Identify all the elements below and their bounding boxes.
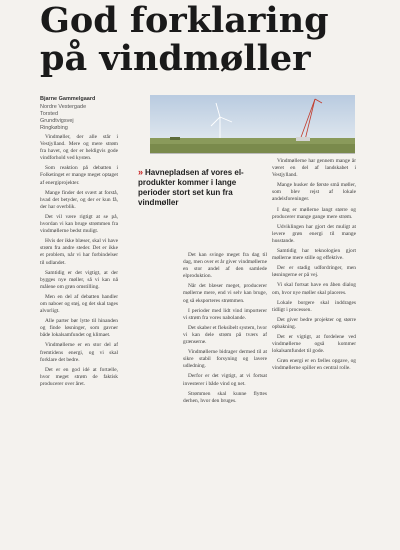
paragraph: Når det blæser meget, producerer møllerne mere, end vi selv kan bruge, og så eksporteres strømmen.: [183, 283, 267, 304]
double-chevron-icon: »: [138, 167, 144, 177]
paragraph: I perioder med lidt vind importerer vi strøm fra vores nabolande.: [183, 307, 267, 321]
pull-quote: [138, 167, 268, 208]
headline-line-1: God forklaring: [40, 0, 329, 41]
paragraph: Som reaktion på debatten i Folketinget er mange meget optaget af energiprojekter.: [40, 165, 118, 186]
paragraph: Det er vigtigt, at fordelene ved vindmøllerne også kommer lokalsamfundet til gode.: [272, 333, 356, 355]
wind-turbine-photo: [150, 95, 355, 154]
paragraph: Vi skal fortsat have en åben dialog om, hvor nye møller skal placeres.: [272, 282, 356, 296]
paragraph: Vindmøllerne er en stor del af fremtidens energi, og vi skal forklare det bedre.: [40, 342, 118, 363]
paragraph: Samtidig er det vigtigt, at der bygges nye møller, så vi kan nå målene om grøn omstilling.: [40, 269, 118, 290]
paragraph: Vindmøller, der alle står i Vestjylland. Mere og mere strøm fra havet, og der er heldigvis gode vindforhold ved kysten.: [40, 134, 118, 162]
byline: [40, 96, 120, 132]
byline-meta-line: Nordre Vestergade: [40, 104, 87, 110]
paragraph: Det vil være rigtigt at se på, hvordan vi kan bruge strømmen fra vindmøllerne bedst muligt.: [40, 213, 118, 235]
paragraph: Udviklingen har gjort det muligt at levere grøn energi til mange husstande.: [272, 223, 356, 244]
article-column-3: [272, 158, 356, 544]
paragraph: Mange finder det svært at forstå, hvad det betyder, og der er kun få, der har overblik.: [40, 189, 118, 210]
paragraph: Det giver bedre projekter og større opbakning.: [272, 316, 356, 330]
paragraph: Lokale borgere skal inddrages tidligt i processen.: [272, 299, 356, 313]
paragraph: Vindmøllerne bidrager dermed til at sikre stabil forsyning og lavere udledning.: [183, 349, 267, 370]
paragraph: Derfor er det vigtigt, at vi fortsat investerer i både vind og net.: [183, 373, 267, 387]
paragraph: Samtidig har teknologien gjort møllerne mere stille og effektive.: [272, 248, 356, 262]
byline-meta-line: Ringkøbing: [40, 125, 68, 131]
paragraph: Der er stadig udfordringer, men løsningerne er på vej.: [272, 265, 356, 279]
headline-line-2: på vindmøller: [40, 38, 311, 79]
paragraph: Grøn energi er en fælles opgave, og vindmøllerne spiller en central rolle.: [272, 358, 356, 372]
paragraph: Strømmen skal kunne flyttes derhen, hvor den bruges.: [183, 390, 267, 404]
turbine-illustration: [150, 95, 355, 153]
paragraph: Hvis der ikke blæser, skal vi have strøm fra andre steder. Det er ikke et problem, når vi har forbindelser til udlandet.: [40, 238, 118, 266]
paragraph: Det skaber et fleksibelt system, hvor vi kan dele strøm på tværs af grænserne.: [183, 324, 267, 346]
paragraph: Alle parter bør lytte til hinanden og finde løsninger, som gavner både lokalsamfundet og klimaet.: [40, 318, 118, 339]
paragraph: I dag er møllerne langt større og producerer mange gange mere strøm.: [272, 206, 356, 220]
byline-meta-line: Grundtvigsvej: [40, 118, 74, 124]
paragraph: Vindmøllerne har gennem mange år været en del af landskabet i Vestjylland.: [272, 158, 356, 179]
article-column-2: [183, 252, 267, 544]
article-column-1: [40, 134, 118, 544]
paragraph: Mange husker de første små møller, som blev rejst af lokale andelsforeninger.: [272, 182, 356, 203]
paragraph: Men en del af debatten handler om naboer og støj, og det skal tages alvorligt.: [40, 293, 118, 315]
paragraph: Det er en god idé at fortælle, hvor meget strøm de faktisk producerer over året.: [40, 366, 118, 387]
pull-quote-text: Havnepladsen af vores el-produkter kommer i lange perioder stort set kun fra vindmøller: [138, 168, 244, 207]
byline-meta-line: Torsted: [40, 111, 59, 117]
byline-author: Bjarne Gammelgaard: [40, 96, 96, 102]
headline: [40, 2, 380, 78]
paragraph: Det kan svinge meget fra dag til dag, men over et år giver vindmøllerne en stor andel af den samlede elproduktion.: [183, 252, 267, 280]
